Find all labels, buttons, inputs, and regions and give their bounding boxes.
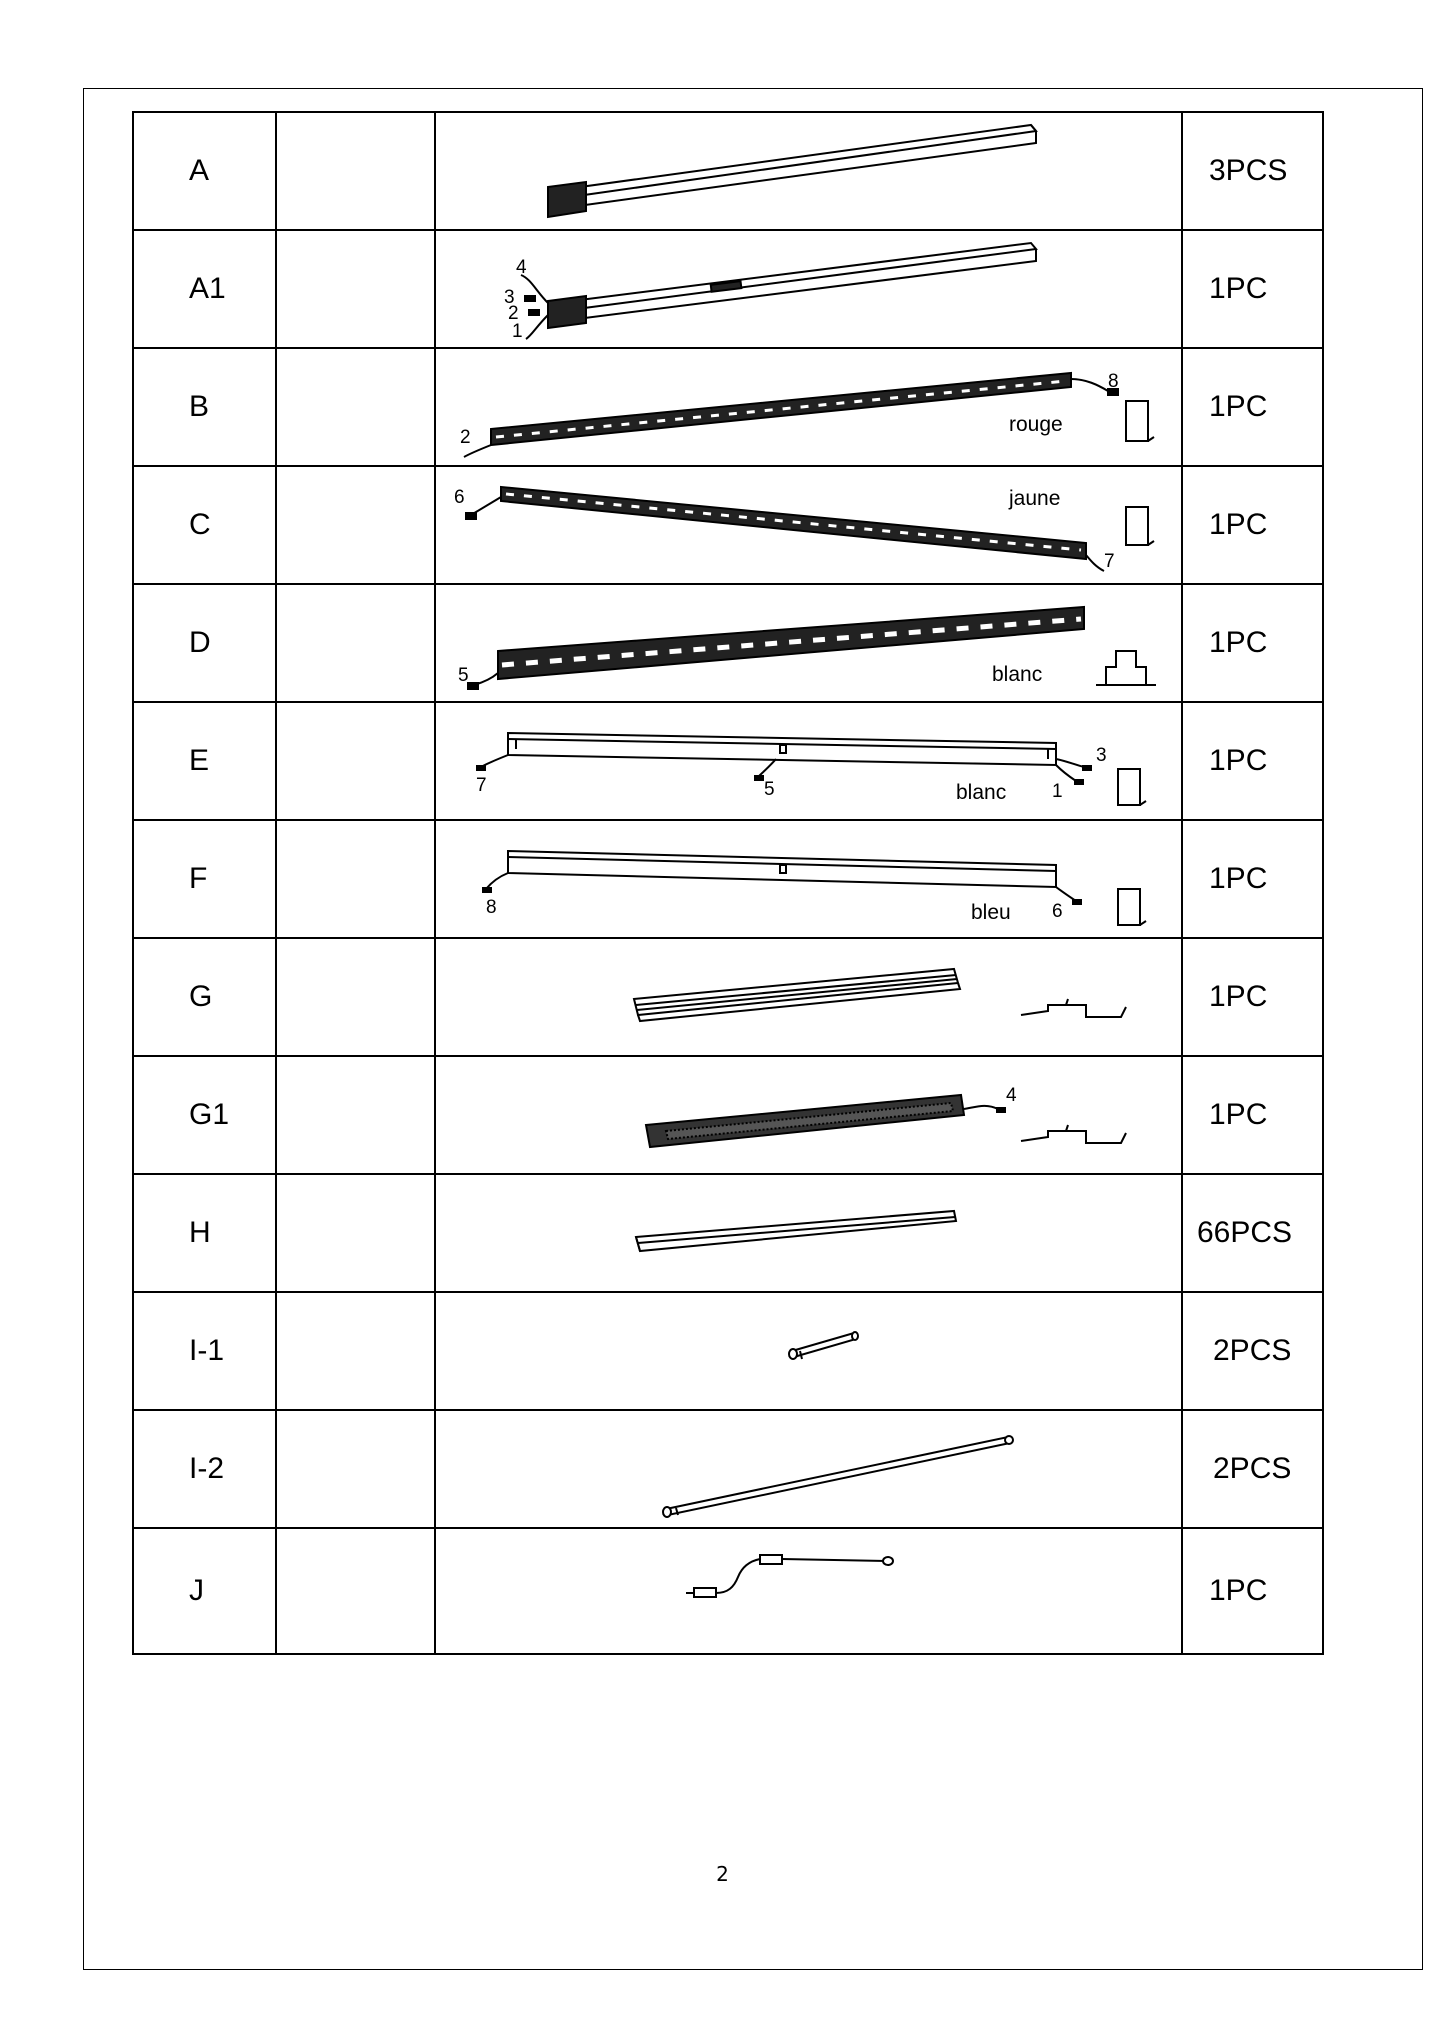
blank-cell — [276, 1528, 435, 1654]
table-row — [133, 820, 1323, 938]
blank-cell — [276, 348, 435, 466]
blank-cell — [276, 584, 435, 702]
part-quantity: 1PC — [1182, 938, 1323, 1056]
blank-cell — [276, 112, 435, 230]
blank-cell — [276, 938, 435, 1056]
part-code: A1 — [133, 230, 276, 348]
part-quantity: 1PC — [1182, 1056, 1323, 1174]
part-code: G1 — [133, 1056, 276, 1174]
perforated-rail-illustration — [436, 585, 1181, 701]
part-illustration — [435, 1292, 1182, 1410]
color-label: blanc — [956, 781, 1007, 804]
perforated-rail-illustration — [436, 467, 1181, 583]
part-code: H — [133, 1174, 276, 1292]
table-row — [133, 584, 1323, 702]
crank-handle-illustration — [436, 1529, 1181, 1653]
wire-label: 8 — [486, 897, 497, 918]
part-quantity: 2PCS — [1182, 1410, 1323, 1528]
square-tube-illustration — [436, 113, 1181, 229]
blank-cell — [276, 702, 435, 820]
blank-cell — [276, 466, 435, 584]
table-row — [133, 348, 1323, 466]
part-illustration — [435, 1410, 1182, 1528]
part-quantity: 66PCS — [1182, 1174, 1323, 1292]
color-label: jaune — [1009, 487, 1061, 510]
table-row — [133, 1056, 1323, 1174]
part-quantity: 2PCS — [1182, 1292, 1323, 1410]
color-label: rouge — [1009, 413, 1063, 436]
wire-label: 4 — [1006, 1085, 1017, 1106]
part-illustration — [435, 938, 1182, 1056]
channel-rail-illustration — [436, 703, 1181, 819]
table-row — [133, 1528, 1323, 1654]
part-quantity: 1PC — [1182, 348, 1323, 466]
table-row — [133, 230, 1323, 348]
part-code: F — [133, 820, 276, 938]
part-code: G — [133, 938, 276, 1056]
wire-label: 2 — [460, 427, 471, 448]
tube-with-wires-illustration — [436, 231, 1181, 347]
page-number: 2 — [716, 1862, 729, 1886]
wire-label: 7 — [476, 775, 487, 796]
blank-cell — [276, 820, 435, 938]
wire-label: 4 — [516, 257, 527, 278]
wire-label: 3 — [1096, 745, 1107, 766]
part-illustration — [435, 702, 1182, 820]
part-illustration — [435, 466, 1182, 584]
table-row — [133, 1292, 1323, 1410]
table-row — [133, 938, 1323, 1056]
table-row — [133, 702, 1323, 820]
part-illustration — [435, 820, 1182, 938]
blank-cell — [276, 1056, 435, 1174]
profile-rail-illustration — [436, 939, 1181, 1055]
part-code: C — [133, 466, 276, 584]
table-row — [133, 1410, 1323, 1528]
part-illustration — [435, 1056, 1182, 1174]
part-illustration — [435, 1528, 1182, 1654]
table-row — [133, 112, 1323, 230]
color-label: bleu — [971, 901, 1011, 924]
part-quantity: 1PC — [1182, 702, 1323, 820]
part-code: B — [133, 348, 276, 466]
short-rod-illustration — [436, 1293, 1181, 1409]
blank-cell — [276, 1174, 435, 1292]
wire-label: 3 — [504, 287, 515, 308]
table-row — [133, 466, 1323, 584]
wire-label: 2 — [508, 303, 519, 324]
part-quantity: 1PC — [1182, 1528, 1323, 1654]
wire-label: 1 — [1052, 781, 1063, 802]
slat-illustration — [436, 1175, 1181, 1291]
part-code: E — [133, 702, 276, 820]
profile-rail-with-light-illustration — [436, 1057, 1181, 1173]
long-rod-illustration — [436, 1411, 1181, 1527]
part-quantity: 1PC — [1182, 584, 1323, 702]
blank-cell — [276, 230, 435, 348]
part-illustration — [435, 1174, 1182, 1292]
wire-label: 6 — [1052, 901, 1063, 922]
perforated-rail-illustration — [436, 349, 1181, 465]
part-code: I-2 — [133, 1410, 276, 1528]
part-illustration — [435, 348, 1182, 466]
part-quantity: 3PCS — [1182, 112, 1323, 230]
wire-label: 1 — [512, 321, 523, 342]
wire-label: 8 — [1108, 371, 1119, 392]
table-row — [133, 1174, 1323, 1292]
channel-rail-illustration — [436, 821, 1181, 937]
part-code: A — [133, 112, 276, 230]
part-code: I-1 — [133, 1292, 276, 1410]
wire-label: 5 — [764, 779, 775, 800]
wire-label: 7 — [1104, 551, 1115, 572]
wire-label: 5 — [458, 665, 469, 686]
part-code: D — [133, 584, 276, 702]
part-illustration — [435, 230, 1182, 348]
part-illustration — [435, 112, 1182, 230]
part-quantity: 1PC — [1182, 230, 1323, 348]
parts-table — [132, 111, 1324, 1655]
blank-cell — [276, 1410, 435, 1528]
blank-cell — [276, 1292, 435, 1410]
part-quantity: 1PC — [1182, 820, 1323, 938]
wire-label: 6 — [454, 487, 465, 508]
color-label: blanc — [992, 663, 1043, 686]
part-illustration — [435, 584, 1182, 702]
part-code: J — [133, 1528, 276, 1654]
part-quantity: 1PC — [1182, 466, 1323, 584]
